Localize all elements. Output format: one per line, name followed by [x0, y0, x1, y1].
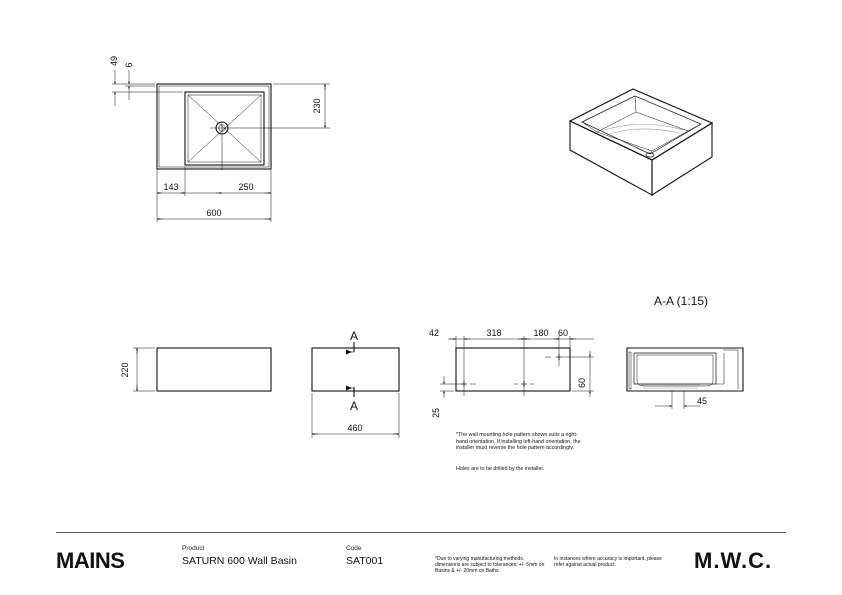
section-marker-view — [312, 329, 399, 438]
dim-45: 45 — [696, 396, 708, 406]
mains-logo: MAINS — [56, 548, 125, 573]
code-value: SAT001 — [346, 555, 384, 567]
section-letter-top: A — [349, 329, 359, 343]
dim-143: 143 — [163, 182, 179, 192]
dim-60-top: 60 — [557, 328, 569, 338]
dim-600: 600 — [206, 208, 222, 218]
accuracy-note: In instances where accuracy is important, please refer against actual product. — [554, 556, 662, 568]
dim-180: 180 — [533, 328, 549, 338]
section-letter-bottom: A — [349, 399, 359, 413]
dim-42: 42 — [428, 328, 440, 338]
code-caption: Code — [346, 545, 362, 552]
dim-60-right: 60 — [577, 377, 587, 389]
dim-460: 460 — [347, 423, 363, 433]
dim-318: 318 — [486, 328, 502, 338]
plan-outline — [157, 84, 271, 169]
isometric-view — [570, 89, 712, 195]
mounting-note: *The wall mounting hole pattern shown suits a right-hand orientation. If installing left-hand orientation, the installer must reverse the hole pattern accordingly. — [456, 432, 581, 452]
mounting-hole — [514, 381, 534, 387]
dim-25: 25 — [431, 407, 441, 419]
plan-view — [109, 56, 330, 222]
product-caption: Product — [182, 545, 205, 552]
dim-49: 49 — [109, 55, 119, 67]
dim-250: 250 — [238, 182, 254, 192]
drill-note: Holes are to be drilled by the installer. — [456, 466, 545, 472]
dim-220: 220 — [120, 362, 130, 378]
dim-230: 230 — [312, 98, 322, 114]
mounting-hole — [461, 381, 476, 387]
section-title: A-A (1:15) — [654, 294, 709, 308]
section-view — [627, 348, 743, 409]
mounting-hole — [545, 354, 562, 360]
tolerance-note: *Due to varying manufacturing methods, dimensions are subject to tolerances: +/- 5mm on Basins & +/- 20mm on Baths. — [435, 556, 545, 574]
product-name: SATURN 600 Wall Basin — [182, 555, 297, 567]
title-block-rule — [56, 532, 786, 533]
front-view — [120, 348, 271, 391]
mounting-view — [429, 328, 594, 418]
mwc-logo: M.W.C. — [694, 548, 773, 573]
dim-6: 6 — [124, 62, 134, 68]
